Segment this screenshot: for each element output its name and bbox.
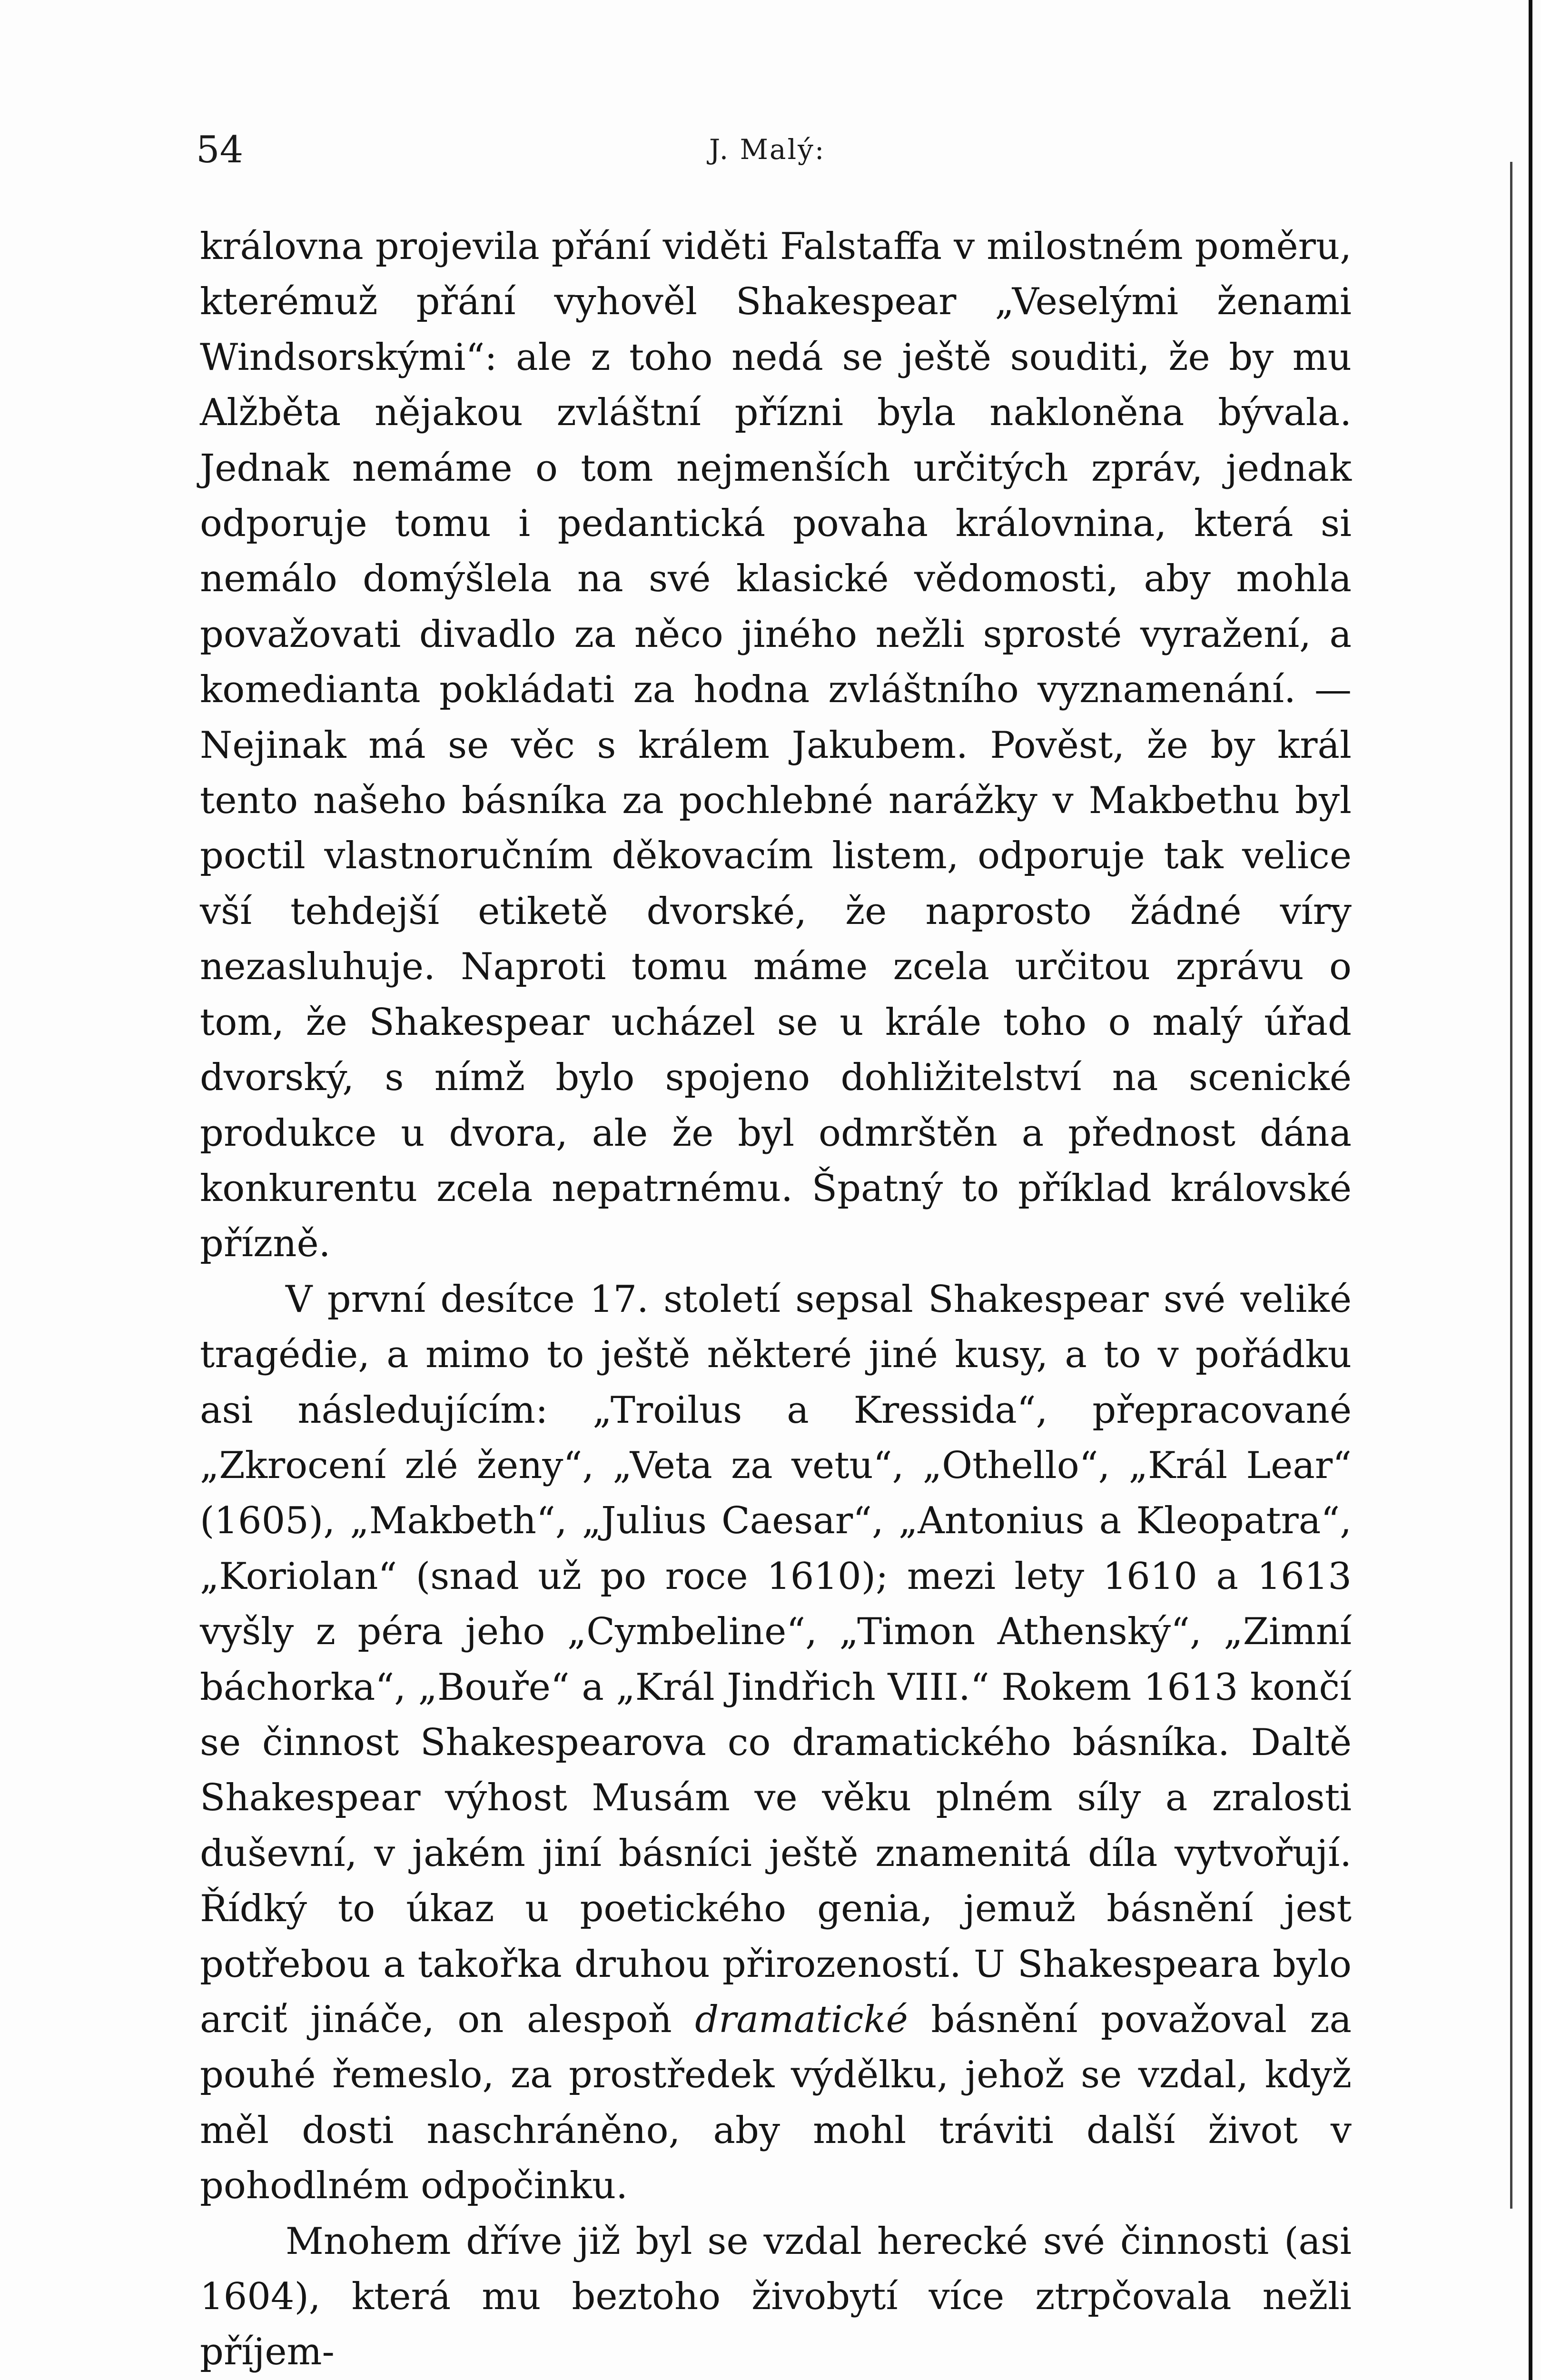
page-number: 54 bbox=[196, 129, 244, 171]
body-text bbox=[200, 219, 1352, 2380]
paragraph bbox=[200, 1272, 1352, 2214]
running-head: J. Malý: bbox=[709, 133, 826, 166]
paragraph: Mnohem dříve již byl se vzdal herecké své činnosti (asi 1604), která mu beztoho živobytí více ztrpčovala nežli příjem- bbox=[200, 2220, 1352, 2374]
scan-edge-line bbox=[1529, 0, 1532, 2380]
emphasized-word: dramatické bbox=[695, 1998, 908, 2041]
paragraph-text: V první desítce 17. století sepsal Shakespear své veliké tragédie, a mimo to ještě některé jiné kusy, a to v pořádku asi následujícím: „Troilus a Kressida“, přepracované „Zkrocení zlé ženy“, „Veta za vetu“, „Othello“, „Král Lear“ (1605), „Makbeth“, „Julius Caesar“, „Antonius a Kleopatra“, „Koriolan“ (snad už po roce 1610); mezi lety 1610 a 1613 vyšly z péra jeho „Cymbeline“, „Timon Athenský“, „Zimní báchorka“, „Bouře“ a „Král Jindřich VIII.“ Rokem 1613 končí se činnost Shakespearova co dramatického básníka. Daltě Shakespear výhost Musám ve věku plném síly a zralosti duševní, v jakém jiní básníci ještě znamenitá díla vytvořují. Řídký to úkaz u poetického genia, jemuž básnění jest potřebou a takořka druhou přirozeností. U Shakespeara bylo arciť jináče, on alespoň bbox=[200, 1278, 1352, 2041]
paragraph-text: básnění považoval za pouhé řemeslo, za prostředek výdělku, jehož se vzdal, když měl dosti naschráněno, aby mohl tráviti další život v pohodlném odpočinku. bbox=[200, 1998, 1352, 2208]
scan-edge-line bbox=[1510, 162, 1512, 2209]
paragraph: královna projevila přání viděti Falstaffa v milostném poměru, kterémuž přání vyhověl Shakespear „Veselými ženami Windsorskými“: ale z toho nedá se ještě souditi, že by mu Alžběta nějakou zvláštní přízni byla nakloněna bývala. Jednak nemáme o tom nejmenších určitých zpráv, jednak odporuje tomu i pedantická povaha královnina, která si nemálo domýšlela na své klasické vědomosti, aby mohla považovati divadlo za něco jiného nežli sprosté vyražení, a komedianta pokládati za hodna zvláštního vyznamenání. — Nejinak má se věc s králem Jakubem. Pověst, že by král tento našeho básníka za pochlebné narážky v Makbethu byl poctil vlastnoručním děkovacím listem, odporuje tak velice vší tehdejší etiketě dvorské, že naprosto žádné víry nezasluhuje. Naproti tomu máme zcela určitou zprávu o tom, že Shakespear ucházel se u krále toho o malý úřad dvorský, s nímž bylo spojeno dohližitelství na scenické produkce u dvora, ale že byl odmrštěn a přednost dána konkurentu zcela nepatrnému. Špatný to příklad královské přízně. bbox=[200, 225, 1352, 1266]
